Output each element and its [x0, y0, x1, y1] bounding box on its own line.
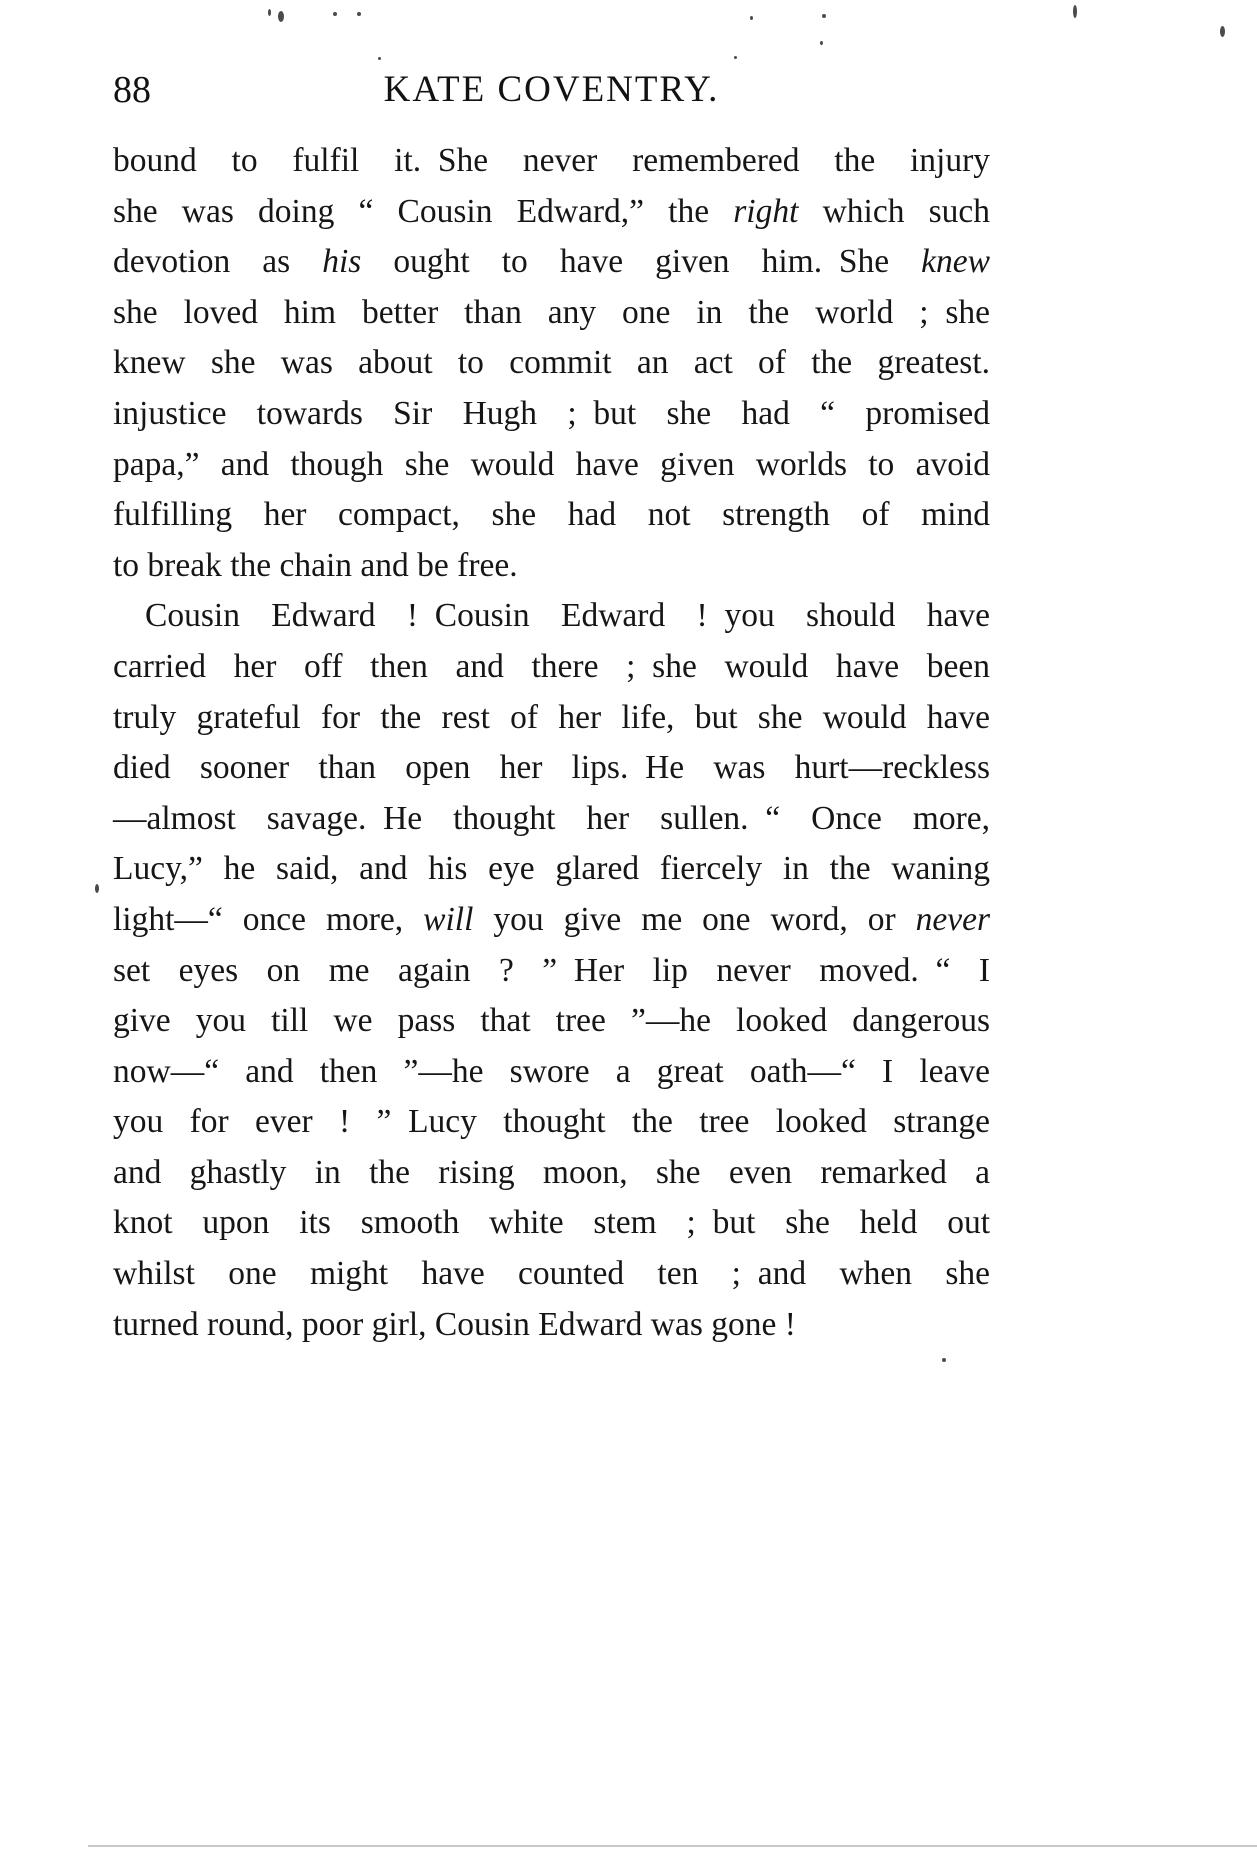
italic-text: right	[733, 192, 799, 230]
text-line	[113, 996, 990, 1047]
text-line	[113, 1097, 990, 1148]
scan-speck	[278, 11, 284, 22]
scan-speck	[268, 9, 271, 16]
scan-speck	[95, 884, 99, 893]
text-segment: fulfilling her compact, she had not strength of mind	[113, 496, 990, 534]
scan-speck	[378, 57, 381, 60]
text-segment: devotion as	[113, 243, 323, 281]
text-segment: you give me one word, or	[473, 900, 916, 938]
text-line	[113, 490, 990, 541]
text-line	[113, 642, 990, 693]
text-segment: died sooner than open her lips. He was hurt—reckless	[113, 749, 990, 787]
text-segment: now—“ and then ”—he swore a great oath—“ I leave	[113, 1052, 990, 1090]
text-line	[113, 1047, 990, 1098]
text-line	[113, 844, 990, 895]
text-segment: injustice towards Sir Hugh ; but she had “ promised	[113, 394, 990, 432]
italic-text: will	[423, 900, 474, 938]
text-segment: to break the chain and be free.	[113, 546, 518, 584]
scan-speck	[357, 12, 361, 16]
text-segment: carried her off then and there ; she would have been	[113, 647, 990, 685]
text-line	[113, 136, 990, 187]
text-line	[113, 591, 990, 642]
text-line	[113, 693, 990, 744]
text-segment: set eyes on me again ? ” Her lip never moved. “ I	[113, 951, 990, 989]
text-line	[113, 237, 990, 288]
text-segment: you for ever ! ” Lucy thought the tree looked strange	[113, 1103, 990, 1141]
text-line	[113, 440, 990, 491]
text-segment: give you till we pass that tree ”—he looked dangerous	[113, 1002, 990, 1040]
text-line	[113, 1249, 990, 1300]
page-body	[113, 136, 990, 1350]
scan-speck	[750, 16, 753, 20]
text-line	[113, 288, 990, 339]
scan-speck	[942, 1358, 946, 1362]
scan-speck	[1220, 26, 1225, 37]
text-segment: —almost savage. He thought her sullen. “ Once more,	[113, 799, 990, 837]
text-segment: Cousin Edward ! Cousin Edward ! you should have	[145, 597, 990, 635]
text-line	[113, 541, 990, 592]
text-line	[113, 389, 990, 440]
text-line	[113, 187, 990, 238]
text-segment: which such	[798, 192, 990, 230]
scan-speck	[734, 56, 737, 59]
page-number: 88	[113, 69, 151, 111]
scan-speck	[820, 41, 823, 45]
italic-text: knew	[921, 243, 990, 281]
italic-text: never	[915, 900, 990, 938]
running-title: KATE COVENTRY.	[383, 69, 720, 110]
text-segment: knew she was about to commit an act of the greatest.	[113, 344, 990, 382]
text-segment: and ghastly in the rising moon, she even remarked a	[113, 1153, 990, 1191]
text-segment: papa,” and though she would have given worlds to avoid	[113, 445, 990, 483]
text-segment: ought to have given him. She	[361, 243, 922, 281]
scan-edge-line	[88, 1845, 1257, 1847]
text-segment: she was doing “ Cousin Edward,” the	[113, 192, 734, 230]
text-line	[113, 1300, 990, 1351]
text-segment: knot upon its smooth white stem ; but she held out	[113, 1204, 990, 1242]
scan-speck	[822, 14, 826, 18]
text-segment: turned round, poor girl, Cousin Edward was gone !	[113, 1305, 796, 1343]
italic-text: his	[322, 243, 362, 281]
text-line	[113, 1148, 990, 1199]
text-segment: Lucy,” he said, and his eye glared fiercely in the waning	[113, 850, 990, 888]
text-segment: light—“ once more,	[113, 900, 424, 938]
text-line	[113, 794, 990, 845]
text-line	[113, 946, 990, 997]
text-segment: whilst one might have counted ten ; and when she	[113, 1255, 990, 1293]
text-line	[113, 1198, 990, 1249]
scan-speck	[1073, 5, 1077, 18]
text-segment: truly grateful for the rest of her life, but she would have	[113, 698, 990, 736]
text-line	[113, 895, 990, 946]
scan-speck	[333, 12, 337, 16]
text-line	[113, 338, 990, 389]
text-line	[113, 743, 990, 794]
text-segment: she loved him better than any one in the world ; she	[113, 293, 990, 331]
text-segment: bound to fulfil it. She never remembered the injury	[113, 142, 990, 179]
